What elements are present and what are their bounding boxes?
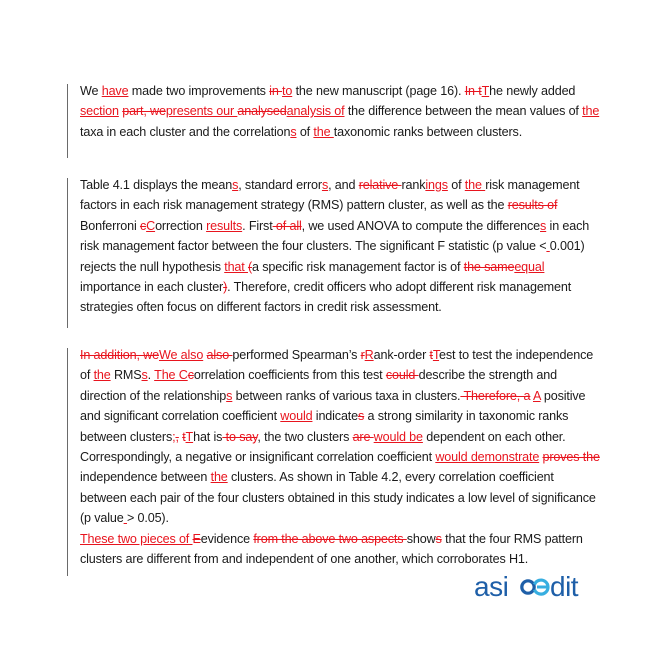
deleted-text: also — [206, 348, 233, 362]
body-text: . — [147, 368, 155, 383]
paragraph-1 — [80, 81, 600, 142]
deleted-text: s — [358, 409, 365, 424]
body-text: dependent on each other. Correspondingly, a negative or insignificant correlation coefficient — [80, 429, 566, 465]
body-text: , we used ANOVA to compute the difference — [301, 218, 541, 233]
inserted-text: R — [364, 348, 374, 362]
inserted-text: results — [206, 218, 243, 233]
inserted-text: T — [432, 348, 440, 362]
body-text: rank — [401, 178, 426, 192]
paragraph-3 — [80, 345, 600, 569]
svg-text:asi: asi — [474, 571, 509, 602]
paragraph-2 — [80, 175, 600, 318]
inserted-text: These two pieces of — [80, 531, 193, 546]
body-text: he newly added — [489, 84, 576, 98]
inserted-text: s — [141, 368, 148, 383]
change-bar — [67, 84, 68, 158]
deleted-text: In addition, we — [80, 348, 159, 362]
inserted-text: ; — [172, 429, 176, 444]
asiaedit-logo-mark — [474, 570, 600, 604]
inserted-text: analysis of — [286, 104, 345, 119]
deleted-text: part, we — [122, 104, 166, 119]
inserted-text: s — [321, 178, 329, 192]
body-text: , the two clusters — [257, 429, 353, 444]
inserted-text: have — [101, 84, 129, 98]
body-text: evidence — [200, 531, 254, 546]
body-text: Table 4.1 displays the mean — [80, 178, 233, 192]
deleted-text: from the above two aspects — [253, 531, 407, 546]
inserted-text: s — [290, 124, 297, 139]
asiaedit-logo — [474, 570, 600, 604]
body-text: of — [447, 178, 465, 192]
body-text: 0.001) rejects the null hypothesis — [80, 239, 585, 274]
deleted-text: results of — [507, 198, 558, 213]
body-text: , and — [328, 178, 359, 192]
deleted-text: in — [269, 84, 283, 98]
deleted-text: In t — [464, 84, 482, 98]
body-text: clusters. As shown in Table 4.2, every correlation coefficient between each pair of the four clusters obtained in this study indicates a low level of significance (p value — [80, 470, 596, 526]
body-text: made two improvements — [128, 84, 270, 98]
inserted-text: the — [464, 178, 486, 192]
inserted-text: to — [282, 84, 293, 98]
deleted-text: of all — [272, 218, 302, 233]
deleted-text: c — [139, 218, 147, 233]
deleted-text: proves the — [542, 450, 600, 465]
deleted-text: ) — [223, 280, 228, 295]
body-text: of — [296, 124, 314, 139]
inserted-text: the — [313, 124, 334, 139]
deleted-text: are — [352, 429, 374, 444]
deleted-text: the same — [463, 259, 515, 274]
body-text: importance in each cluster — [80, 280, 224, 295]
inserted-text: s — [540, 218, 547, 233]
body-text: est to test the independence of — [80, 348, 594, 383]
body-text: describe the strength and direction of the relationship — [80, 368, 557, 403]
inserted-text: T — [481, 84, 490, 98]
body-text: RMS — [110, 368, 142, 383]
body-text: , standard error — [238, 178, 322, 192]
body-text: a specific risk management factor is of — [252, 259, 464, 274]
body-text: performed Spearman’s — [232, 348, 361, 362]
body-text: taxa in each cluster and the correlation — [80, 124, 291, 139]
deleted-text: c — [187, 368, 194, 383]
deleted-text: s — [435, 531, 442, 546]
inserted-text: the — [93, 368, 111, 383]
body-text: orrection — [155, 218, 207, 233]
body-text: indicate — [312, 409, 359, 424]
deleted-text: analysed — [237, 104, 287, 119]
inserted-text: the — [582, 104, 600, 119]
body-text: Bonferroni — [80, 218, 140, 233]
deleted-text: to say — [222, 429, 258, 444]
deleted-text: r — [360, 348, 365, 362]
body-text: that the four RMS pattern clusters are different from and independent of one another, which corroborates H1. — [80, 531, 583, 567]
inserted-text: the — [210, 470, 228, 485]
deleted-text: could — [385, 368, 419, 383]
deleted-text: t — [182, 429, 186, 444]
body-text: risk management factors in each risk management strategy (RMS) pattern cluster, as well as the — [80, 178, 580, 213]
body-text: ank-order — [373, 348, 430, 362]
inserted-text: would — [280, 409, 313, 424]
inserted-text: would demonstrate — [435, 450, 540, 465]
inserted-text: s — [232, 178, 239, 192]
body-text: > 0.05). — [126, 511, 169, 526]
body-text: the new manuscript (page 16). — [292, 84, 465, 98]
body-text: in each risk management factor between the four clusters. The significant F statistic (p value < — [80, 218, 590, 254]
inserted-text: presents our — [165, 104, 238, 119]
body-text: the difference between the mean values of — [344, 104, 583, 119]
body-text: . First — [242, 218, 273, 233]
body-text: . Therefore, credit officers who adopt different risk management strategies often focus on different factors in credit risk assessment. — [80, 280, 572, 315]
body-text: hat is — [193, 429, 223, 444]
deleted-text: , — [175, 429, 179, 444]
body-text: positive and significant correlation coefficient — [80, 388, 586, 424]
deleted-text: ( — [247, 259, 253, 274]
inserted-text: section — [80, 104, 119, 119]
body-text: independence between — [80, 470, 211, 485]
change-bar — [67, 178, 68, 328]
body-text: show — [406, 531, 436, 546]
deleted-text: Therefore, a — [460, 388, 531, 403]
deleted-text: E — [192, 531, 201, 546]
inserted-text: that — [224, 259, 248, 274]
body-text: a strong similarity in taxonomic ranks between clusters — [80, 409, 569, 444]
inserted-text: We also — [158, 348, 204, 362]
inserted-text: ings — [425, 178, 448, 192]
body-text: taxonomic ranks between clusters. — [333, 124, 523, 139]
inserted-text: s — [226, 388, 233, 403]
svg-text:dit: dit — [550, 571, 579, 602]
body-text: between ranks of various taxa in clusters. — [232, 388, 461, 403]
body-text: We — [80, 84, 102, 98]
deleted-text: relative — [358, 178, 402, 192]
change-bar — [67, 348, 68, 576]
inserted-text: A — [532, 388, 541, 403]
inserted-text: The C — [154, 368, 188, 383]
inserted-text: C — [146, 218, 156, 233]
inserted-text: equal — [514, 259, 545, 274]
deleted-text: t — [429, 348, 433, 362]
inserted-text: T — [185, 429, 194, 444]
body-text: orrelation coefficients from this test — [193, 368, 386, 383]
inserted-text: would be — [373, 429, 423, 444]
